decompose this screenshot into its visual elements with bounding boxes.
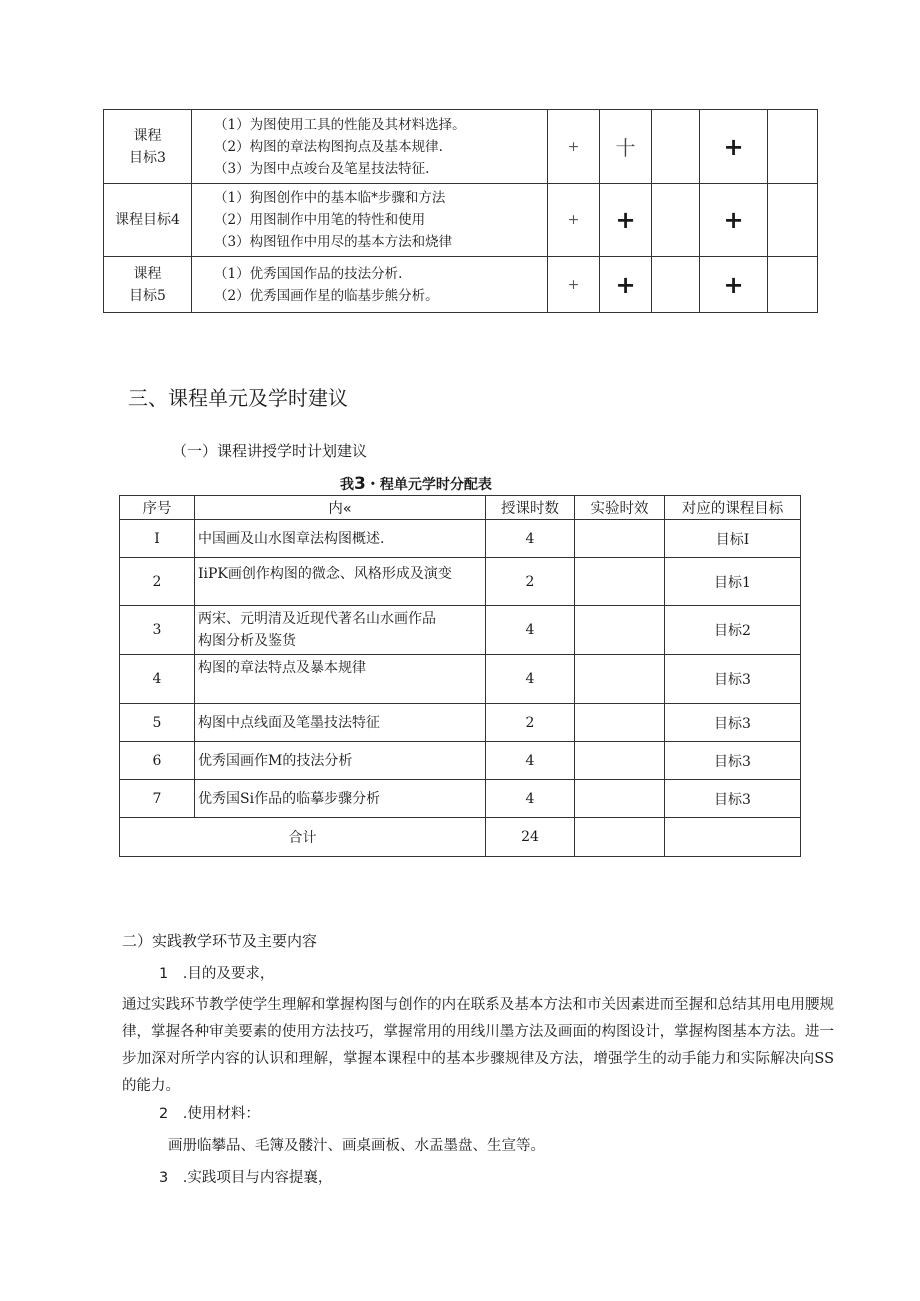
row-number: 4 [120,655,195,704]
row-goal: 目标2 [665,606,801,655]
table-row [104,257,818,313]
row-goal: 目标I [665,520,801,558]
row-content: 两宋、元明清及近现代著名山水画作品 构图分析及鉴货 [195,606,486,655]
mark-cell: + [700,257,768,313]
table-header-row [120,496,801,520]
table-row [120,742,801,780]
mark-cell: + [548,184,600,257]
row-goal: 目标1 [665,558,801,606]
row-content: 中国画及山水图章法构图概述. [195,520,486,558]
header-cell: 序号 [120,496,195,520]
row-lab [575,655,665,704]
row-number: 6 [120,742,195,780]
schedule-table [119,495,801,857]
goal-label: 课程目标4 [104,184,192,257]
row-number: 2 [120,558,195,606]
row-number: 3 [120,606,195,655]
table-caption: 我3・程单元学时分配表 [340,474,492,494]
table-row [120,558,801,606]
header-cell: 授课时数 [486,496,575,520]
goal-label: 课程 目标3 [104,110,192,184]
section-heading: 三、课程单元及学时建议 [128,386,348,410]
header-cell: 内« [195,496,486,520]
table-total-row [120,818,801,857]
row-hours: 2 [486,704,575,742]
practice-item-3: 3 .实践项目与内容提襄， [159,1170,333,1186]
mark-cell: + [600,184,652,257]
goal-label: 课程 目标5 [104,257,192,313]
mark-cell [768,184,818,257]
course-goal-table [103,109,818,313]
header-cell: 对应的课程目标 [665,496,801,520]
mark-cell: + [600,257,652,313]
row-number: I [120,520,195,558]
mark-cell [652,110,700,184]
row-hours: 4 [486,606,575,655]
table-row [104,184,818,257]
mark-cell: + [548,257,600,313]
total-hours: 24 [486,818,575,857]
row-goal: 目标3 [665,655,801,704]
table-row [120,655,801,704]
mark-cell [652,257,700,313]
row-hours: 4 [486,520,575,558]
row-lab [575,742,665,780]
subsection-heading: （一）课程讲授学时计划建议 [172,442,368,460]
row-lab [575,704,665,742]
section-heading-practice: 二）实践教学环节及主要内容 [122,932,318,950]
goal-items: （1）为图使用工具的性能及其材料选择。 （2）构图的章法构图拘点及基本规律. （3）为图中点竣台及笔星技法特征. [192,110,548,184]
total-lab [575,818,665,857]
materials-list: 画册临攀品、毛簿及髅汁、画桌画板、水盂墨盘、生宣等。 [168,1138,545,1154]
mark-cell [768,257,818,313]
mark-cell: 十 [600,110,652,184]
table-row [120,704,801,742]
row-hours: 4 [486,742,575,780]
practice-item-1: 1 .目的及要求， [159,966,275,982]
row-goal: 目标3 [665,742,801,780]
row-lab [575,606,665,655]
mark-cell: + [700,110,768,184]
goal-items: （1）狗图创作中的基本临*步骤和方法 （2）用图制作中用笔的特性和使用 （3）构图钮作中用尽的基本方法和烧律 [192,184,548,257]
row-number: 7 [120,780,195,818]
row-content: 构图中点线面及笔墨技法特征 [195,704,486,742]
row-number: 5 [120,704,195,742]
row-lab [575,780,665,818]
row-content: 优秀国画作M的技法分析 [195,742,486,780]
total-label: 合计 [120,818,486,857]
row-hours: 4 [486,780,575,818]
mark-cell: + [548,110,600,184]
mark-cell [768,110,818,184]
mark-cell [652,184,700,257]
row-lab [575,558,665,606]
practice-paragraph: 通过实践环节教学使学生理解和掌握构图与创作的内在联系及基本方法和市关因素进而至握和总结其用电用腰规律，掌握各种审美要素的使用方法技巧，掌握常用的用线川墨方法及画面的构图设计，掌握构图基本方法。进一步加深对所学内容的认识和理解，掌握本课程中的基本步骤规律及方法，增强学生的动手能力和实际解决向SS的能力。 [122,997,834,1094]
table-row [120,520,801,558]
practice-item-2: 2 .使用材料： [159,1106,260,1122]
table-row [120,780,801,818]
row-content: IiPK画创作构图的微念、风格形成及演变 [195,558,486,606]
row-goal: 目标3 [665,780,801,818]
goal-items: （1）优秀国国作品的技法分析. （2）优秀国画作星的临基步熊分析。 [192,257,548,313]
header-cell: 实验时效 [575,496,665,520]
total-goal [665,818,801,857]
mark-cell: + [700,184,768,257]
row-hours: 2 [486,558,575,606]
row-hours: 4 [486,655,575,704]
table-row [104,110,818,184]
table-row [120,606,801,655]
row-lab [575,520,665,558]
row-goal: 目标3 [665,704,801,742]
row-content: 优秀国Si作品的临摹步骤分析 [195,780,486,818]
row-content: 构图的章法特点及暴本规律 [195,655,486,704]
